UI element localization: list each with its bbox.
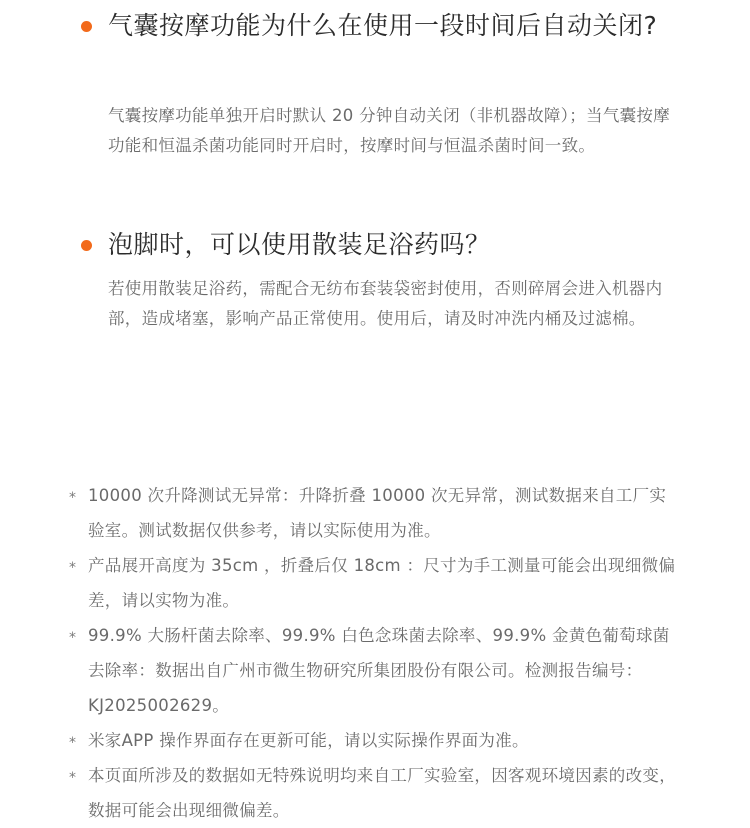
- footnote-text: 米家APP 操作界面存在更新可能，请以实际操作界面为准。: [88, 731, 529, 750]
- footnote-item: [0, 548, 678, 618]
- asterisk-marker: *: [69, 490, 77, 506]
- faq-question: 气囊按摩功能为什么在使用一段时间后自动关闭?: [108, 11, 658, 40]
- orange-bullet-icon: [81, 240, 92, 251]
- footnote-item: [0, 618, 678, 723]
- asterisk-marker: *: [69, 735, 77, 751]
- asterisk-marker: *: [69, 630, 77, 646]
- footnote-text: 产品展开高度为 35cm ，折叠后仅 18cm ：尺寸为手工测量可能会出现细微偏差，请以实物为准。: [88, 556, 676, 610]
- asterisk-marker: *: [69, 560, 77, 576]
- faq-answer: 气囊按摩功能单独开启时默认 20 分钟自动关闭（非机器故障）；当气囊按摩功能和恒温杀菌功能同时开启时，按摩时间与恒温杀菌时间一致。: [108, 106, 671, 155]
- footnote-item: [0, 758, 678, 828]
- orange-bullet-icon: [81, 21, 92, 32]
- footnote-text: 本页面所涉及的数据如无特殊说明均来自工厂实验室，因客观环境因素的改变，数据可能会出现细微偏差。: [88, 766, 676, 820]
- footnote-item: [0, 723, 678, 758]
- faq-answer: 若使用散装足浴药，需配合无纺布套装袋密封使用，否则碎屑会进入机器内部，造成堵塞，影响产品正常使用。使用后，请及时冲洗内桶及过滤棉。: [108, 279, 663, 328]
- faq-question: 泡脚时，可以使用散装足浴药吗？: [108, 230, 491, 259]
- footnote-text: 99.9% 大肠杆菌去除率、99.9% 白色念珠菌去除率、99.9% 金黄色葡萄球菌去除率：数据出自广州市微生物研究所集团股份有限公司。检测报告编号：KJ2025002629。: [88, 626, 670, 715]
- footnotes: [0, 478, 750, 828]
- asterisk-marker: *: [69, 770, 77, 786]
- footnote-text: 10000 次升降测试无异常：升降折叠 10000 次无异常，测试数据来自工厂实验室。测试数据仅供参考，请以实际使用为准。: [88, 486, 667, 540]
- footnote-item: [0, 478, 678, 548]
